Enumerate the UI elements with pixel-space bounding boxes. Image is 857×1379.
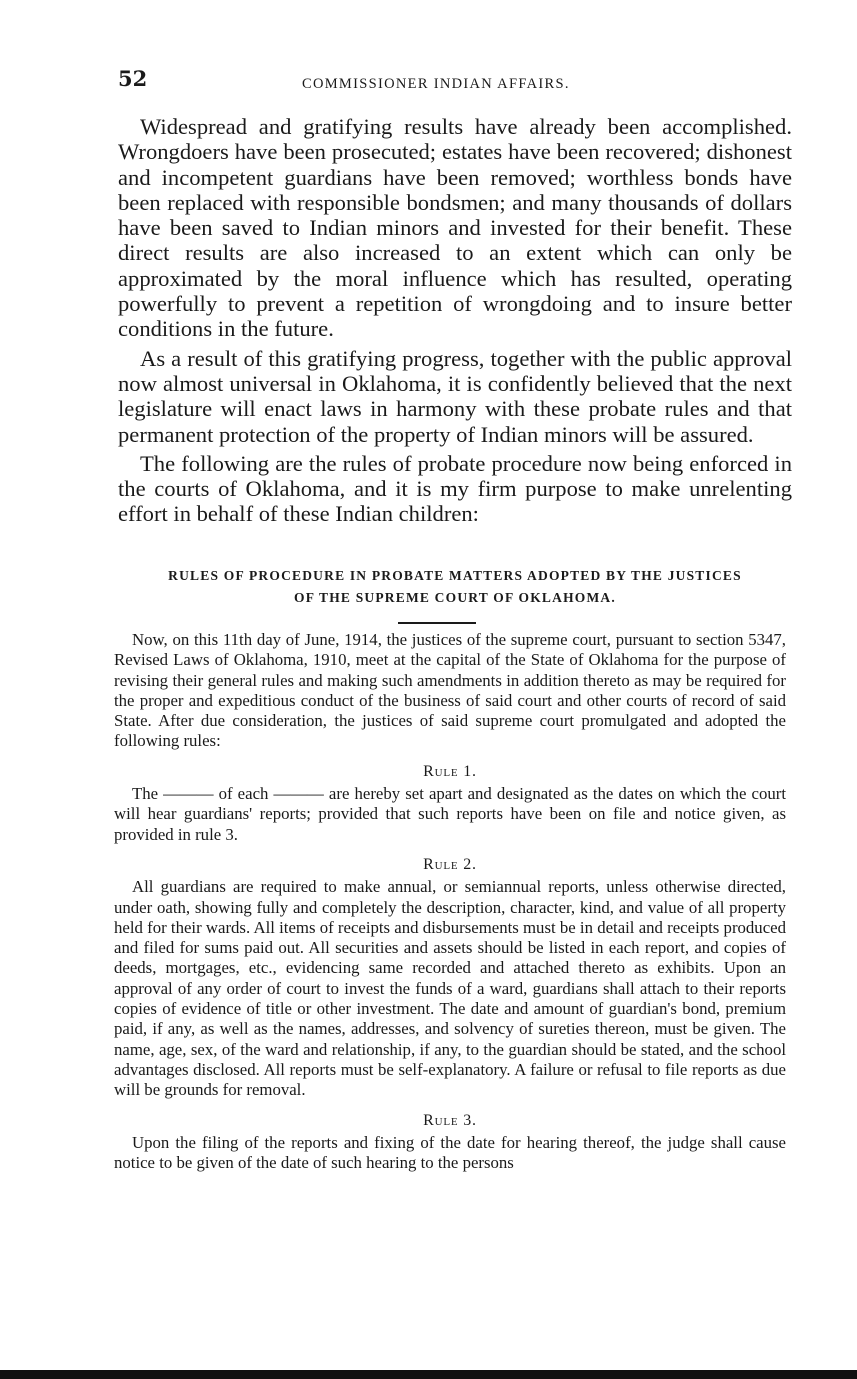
rule-text: The ——— of each ——— are hereby set apart and designated as the dates on which the court will hear guardians' reports; provided that such reports have been on file and notice given, as provided in rule 3. — [114, 784, 786, 844]
page-number: 52 — [118, 66, 148, 91]
rule-heading: Rule 2. — [423, 855, 477, 873]
divider — [398, 622, 476, 624]
rule-heading: Rule 1. — [423, 762, 477, 780]
page-header — [118, 66, 798, 98]
section-heading-line: RULES OF PROCEDURE IN PROBATE MATTERS ADOPTED BY THE JUSTICES — [168, 568, 742, 583]
rule-heading: Rule 3. — [423, 1111, 477, 1129]
page-bottom-edge — [0, 1370, 857, 1379]
section-heading — [118, 565, 792, 609]
running-head: COMMISSIONER INDIAN AFFAIRS. — [302, 76, 570, 92]
paragraph: The following are the rules of probate procedure now being enforced in the courts of Oklahoma, and it is my firm purpose to make unrelenting effort in behalf of these Indian children: — [118, 450, 792, 527]
preamble: Now, on this 11th day of June, 1914, the justices of the supreme court, pursuant to section 5347, Revised Laws of Oklahoma, 1910, meet at the capital of the State of Oklahoma for the purpose of revising their general rules and making such amendments in addition thereto as may be required for the proper and expeditious conduct of the business of said court and other courts of record of said State. After due consideration, the justices of said supreme court promulgated and adopted the following rules: — [114, 630, 786, 751]
rule-text: Upon the filing of the reports and fixing of the date for hearing thereof, the judge shall cause notice to be given of the date of such hearing to the persons — [114, 1132, 786, 1173]
section-heading-line: OF THE SUPREME COURT OF OKLAHOMA. — [294, 590, 616, 605]
intro-text — [118, 114, 792, 531]
rule-text: All guardians are required to make annual, or semiannual reports, unless otherwise directed, under oath, showing fully and completely the description, character, kind, and value of all property held for their wards. All items of receipts and disbursements must be in detail and receipts produced and filed for sums paid out. All securities and assets should be listed in each report, and copies of deeds, mortgages, etc., evidencing same recorded and attached thereto as exhibits. Upon an approval of any order of court to invest the funds of a ward, guardians shall attach to their reports copies of evidence of title or other investment. The date and amount of guardian's bond, premium paid, if any, as well as the names, addresses, and solvency of sureties thereon, must be given. The name, age, sex, of the ward and relationship, if any, to the guardian should be stated, and the school advantages disclosed. All reports must be self-explanatory. A failure or refusal to file reports as due will be grounds for removal. — [114, 877, 786, 1100]
paragraph: As a result of this gratifying progress, together with the public approval now almost universal in Oklahoma, it is confidently believed that the next legislature will enact laws in harmony with these probate rules and that permanent protection of the property of Indian minors will be assured. — [118, 345, 792, 447]
paragraph: Widespread and gratifying results have already been accomplished. Wrongdoers have been prosecuted; estates have been recovered; dishonest and incompetent guardians have been removed; worthless bonds have been replaced with responsible bondsmen; and many thousands of dollars have been saved to Indian minors and invested for their benefit. These direct results are also increased to an extent which can only be approximated by the moral influence which has resulted, operating powerfully to prevent a repetition of wrongdoing and to insure better conditions in the future. — [118, 114, 792, 342]
rules-text — [114, 630, 786, 1173]
